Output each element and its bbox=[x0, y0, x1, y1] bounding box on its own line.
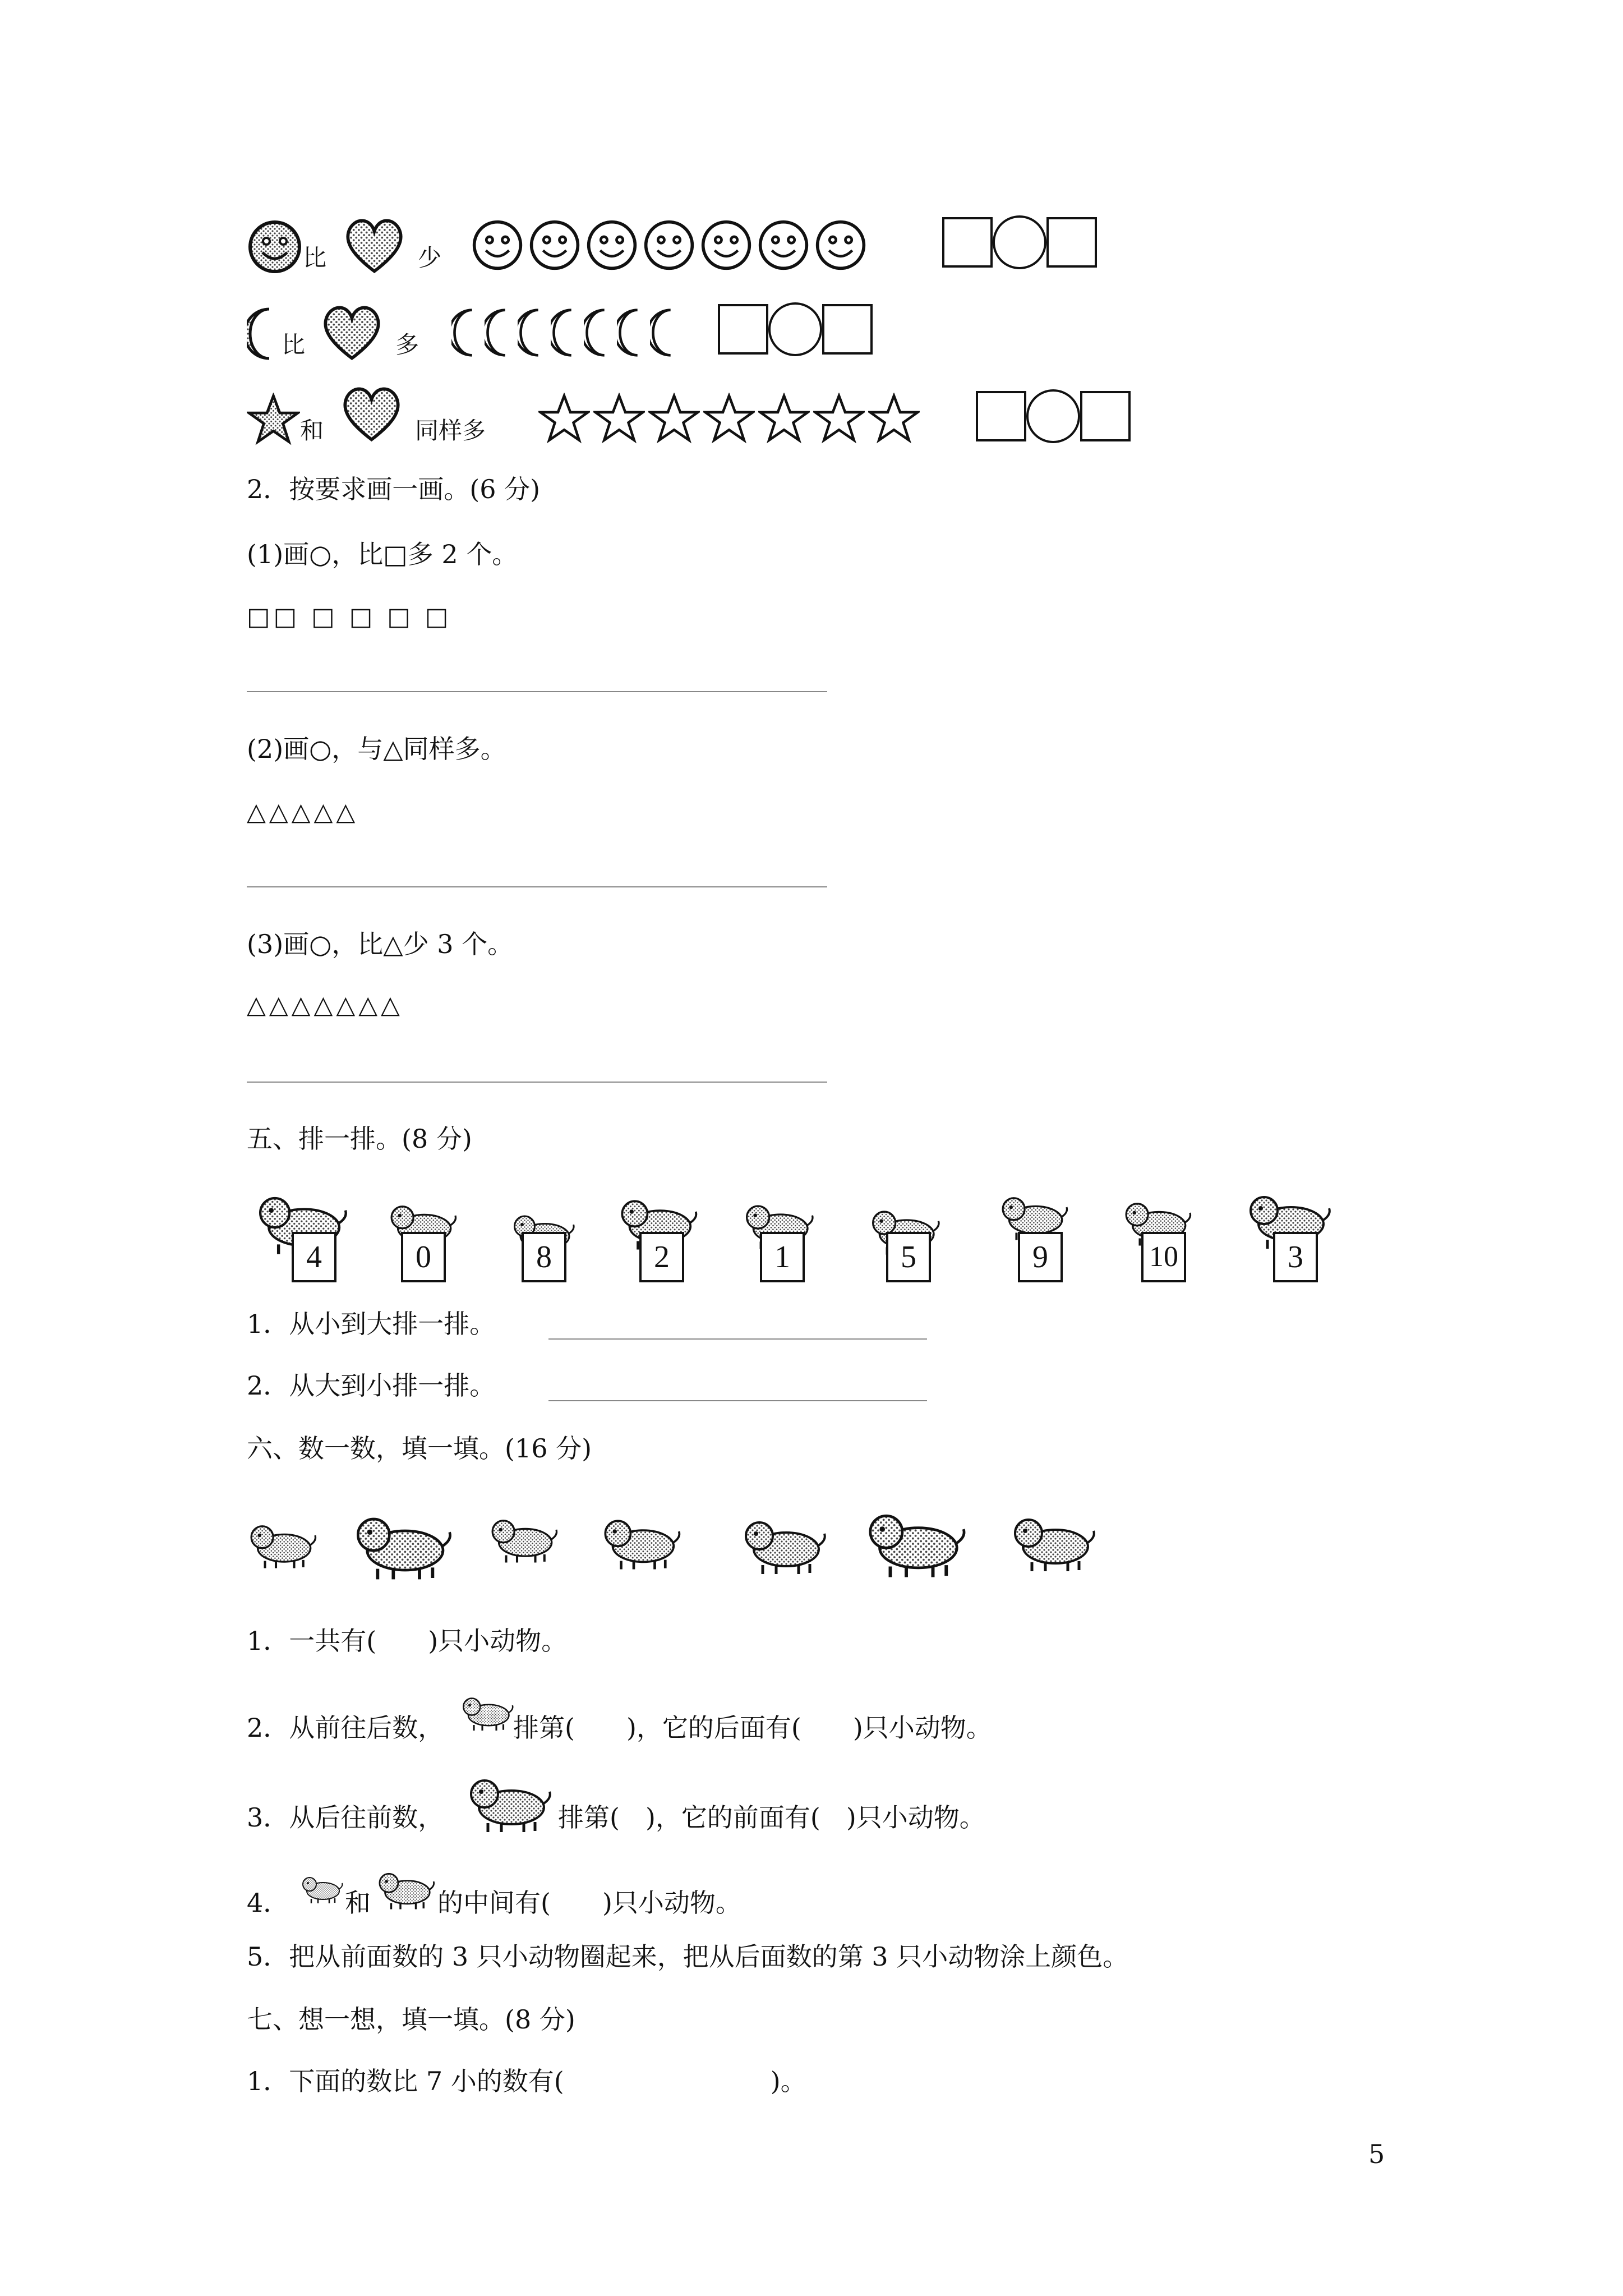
smiley-icon bbox=[757, 219, 810, 272]
number-box: 9 bbox=[1018, 1232, 1063, 1282]
smiley-icon bbox=[528, 219, 581, 272]
compare-row-3 bbox=[247, 381, 1200, 449]
draw-q1: (1)画○，比□多 2 个。 bbox=[247, 539, 518, 569]
section6-q3-prefix: 3．从后往前数， bbox=[247, 1802, 444, 1833]
moon-icon bbox=[650, 306, 681, 360]
draw-q3-shapes: △△△△△△△ bbox=[247, 991, 403, 1019]
compare-word-2: 少 bbox=[418, 244, 442, 272]
draw-q2: (2)画○，与△同样多。 bbox=[247, 734, 506, 764]
number-box: 4 bbox=[292, 1232, 336, 1282]
number-box: 10 bbox=[1141, 1232, 1186, 1282]
section6-q4-prefix: 4． bbox=[247, 1888, 289, 1918]
smiley-icon bbox=[643, 219, 695, 272]
star-icon bbox=[758, 393, 810, 444]
answer-box[interactable] bbox=[718, 304, 768, 355]
section6-q4-suffix: 的中间有( )只小动物。 bbox=[437, 1888, 741, 1918]
number-box: 1 bbox=[760, 1232, 805, 1282]
number-box: 5 bbox=[886, 1232, 931, 1282]
answer-circle[interactable] bbox=[993, 215, 1046, 269]
draw-q1-shapes: □□ □ □ □ □ bbox=[247, 602, 452, 631]
answer-circle[interactable] bbox=[768, 302, 822, 356]
deer-icon bbox=[300, 1857, 345, 1918]
section6-q2-prefix: 2．从前往后数， bbox=[247, 1713, 444, 1743]
heart-icon bbox=[320, 300, 384, 365]
number-box: 0 bbox=[401, 1232, 446, 1282]
answer-boxes-1[interactable] bbox=[942, 215, 1097, 269]
answer-circle[interactable] bbox=[1026, 389, 1080, 443]
star-row bbox=[538, 393, 920, 444]
section6-q2-suffix: 排第( )，它的后面有( )只小动物。 bbox=[513, 1713, 992, 1743]
animal-row bbox=[247, 1492, 1144, 1593]
answer-boxes-2[interactable] bbox=[718, 302, 873, 356]
section6-q2 bbox=[247, 1677, 1256, 1756]
compare-word-2: 同样多 bbox=[415, 417, 486, 444]
section5-q2: 2．从大到小排一排。 bbox=[247, 1370, 496, 1401]
page-number: 5 bbox=[1368, 2139, 1385, 2169]
answer-box[interactable] bbox=[1080, 391, 1131, 441]
cow-icon bbox=[465, 1767, 555, 1834]
section6-heading: 六、数一数，填一填。(16 分) bbox=[247, 1433, 592, 1464]
draw-q2-shapes: △△△△△ bbox=[247, 798, 359, 826]
section6-q5: 5．把从前面数的 3 只小动物圈起来，把从后面数的第 3 只小动物涂上颜色。 bbox=[247, 1941, 1129, 1972]
draw-q2-answer-line[interactable] bbox=[247, 886, 827, 887]
star-icon bbox=[868, 393, 920, 444]
section6-q3 bbox=[247, 1767, 1256, 1846]
dog-icon bbox=[1009, 1498, 1099, 1582]
star-icon bbox=[538, 393, 590, 444]
number-box: 2 bbox=[639, 1232, 684, 1282]
section6-q4 bbox=[247, 1851, 1256, 1924]
heart-icon bbox=[342, 213, 407, 278]
moon-icon bbox=[617, 306, 648, 360]
heart-icon bbox=[339, 381, 404, 446]
section7-q1: 1．下面的数比 7 小的数有( )。 bbox=[247, 2066, 806, 2096]
moon-row bbox=[451, 306, 681, 360]
answer-box[interactable] bbox=[822, 304, 873, 355]
draw-q3: (3)画○，比△少 3 个。 bbox=[247, 929, 514, 959]
compare-word-1: 比 bbox=[303, 244, 327, 272]
star-icon bbox=[703, 393, 755, 444]
deer-icon bbox=[247, 1498, 320, 1588]
moon-icon bbox=[485, 306, 515, 360]
section7-heading: 七、想一想，填一填。(8 分) bbox=[247, 2004, 575, 2035]
smiley-icon bbox=[814, 219, 867, 272]
smiley-row bbox=[471, 219, 867, 272]
section5-q2-answer-line[interactable] bbox=[548, 1400, 927, 1401]
section6-q1: 1．一共有( )只小动物。 bbox=[247, 1626, 568, 1656]
pig-icon bbox=[348, 1503, 460, 1582]
section5-q1: 1．从小到大排一排。 bbox=[247, 1309, 496, 1339]
smiley-icon bbox=[700, 219, 753, 272]
draw-q3-answer-line[interactable] bbox=[247, 1082, 827, 1083]
moon-icon bbox=[518, 306, 548, 360]
star-icon bbox=[593, 393, 645, 444]
rabbit-icon bbox=[488, 1492, 561, 1582]
smiley-icon bbox=[585, 219, 638, 272]
number-box: 8 bbox=[522, 1232, 566, 1282]
compare-row-1 bbox=[247, 213, 1144, 280]
compare-row-2 bbox=[247, 300, 1144, 367]
animal-number-row bbox=[247, 1178, 1346, 1290]
cow-icon bbox=[864, 1498, 970, 1582]
turtle-icon bbox=[729, 1509, 841, 1576]
compare-word-1: 比 bbox=[282, 331, 306, 358]
compare-word-2: 多 bbox=[395, 331, 419, 358]
answer-boxes-3[interactable] bbox=[976, 389, 1131, 443]
smiley-icon bbox=[471, 219, 524, 272]
answer-box[interactable] bbox=[976, 391, 1026, 441]
moon-icon bbox=[584, 306, 615, 360]
draw-q1-answer-line[interactable] bbox=[247, 691, 827, 692]
section5-heading: 五、排一排。(8 分) bbox=[247, 1124, 472, 1154]
rabbit-icon bbox=[460, 1677, 516, 1745]
star-icon bbox=[813, 393, 865, 444]
section5-q1-answer-line[interactable] bbox=[548, 1338, 927, 1340]
section6-q3-suffix: 排第( )，它的前面有( )只小动物。 bbox=[558, 1802, 985, 1833]
moon-icon bbox=[451, 306, 482, 360]
moon-icon bbox=[551, 306, 582, 360]
draw-heading: 2．按要求画一画。(6 分) bbox=[247, 474, 541, 504]
mouse-icon bbox=[600, 1503, 684, 1576]
smiley-icon bbox=[247, 219, 303, 275]
answer-box[interactable] bbox=[1046, 217, 1097, 268]
section6-q4-and: 和 bbox=[345, 1888, 371, 1918]
compare-word-1: 和 bbox=[300, 417, 324, 444]
answer-box[interactable] bbox=[942, 217, 993, 268]
number-box: 3 bbox=[1273, 1232, 1318, 1282]
moon-icon bbox=[247, 306, 280, 362]
star-icon bbox=[648, 393, 700, 444]
star-icon bbox=[247, 393, 300, 446]
dog-icon bbox=[376, 1857, 437, 1918]
